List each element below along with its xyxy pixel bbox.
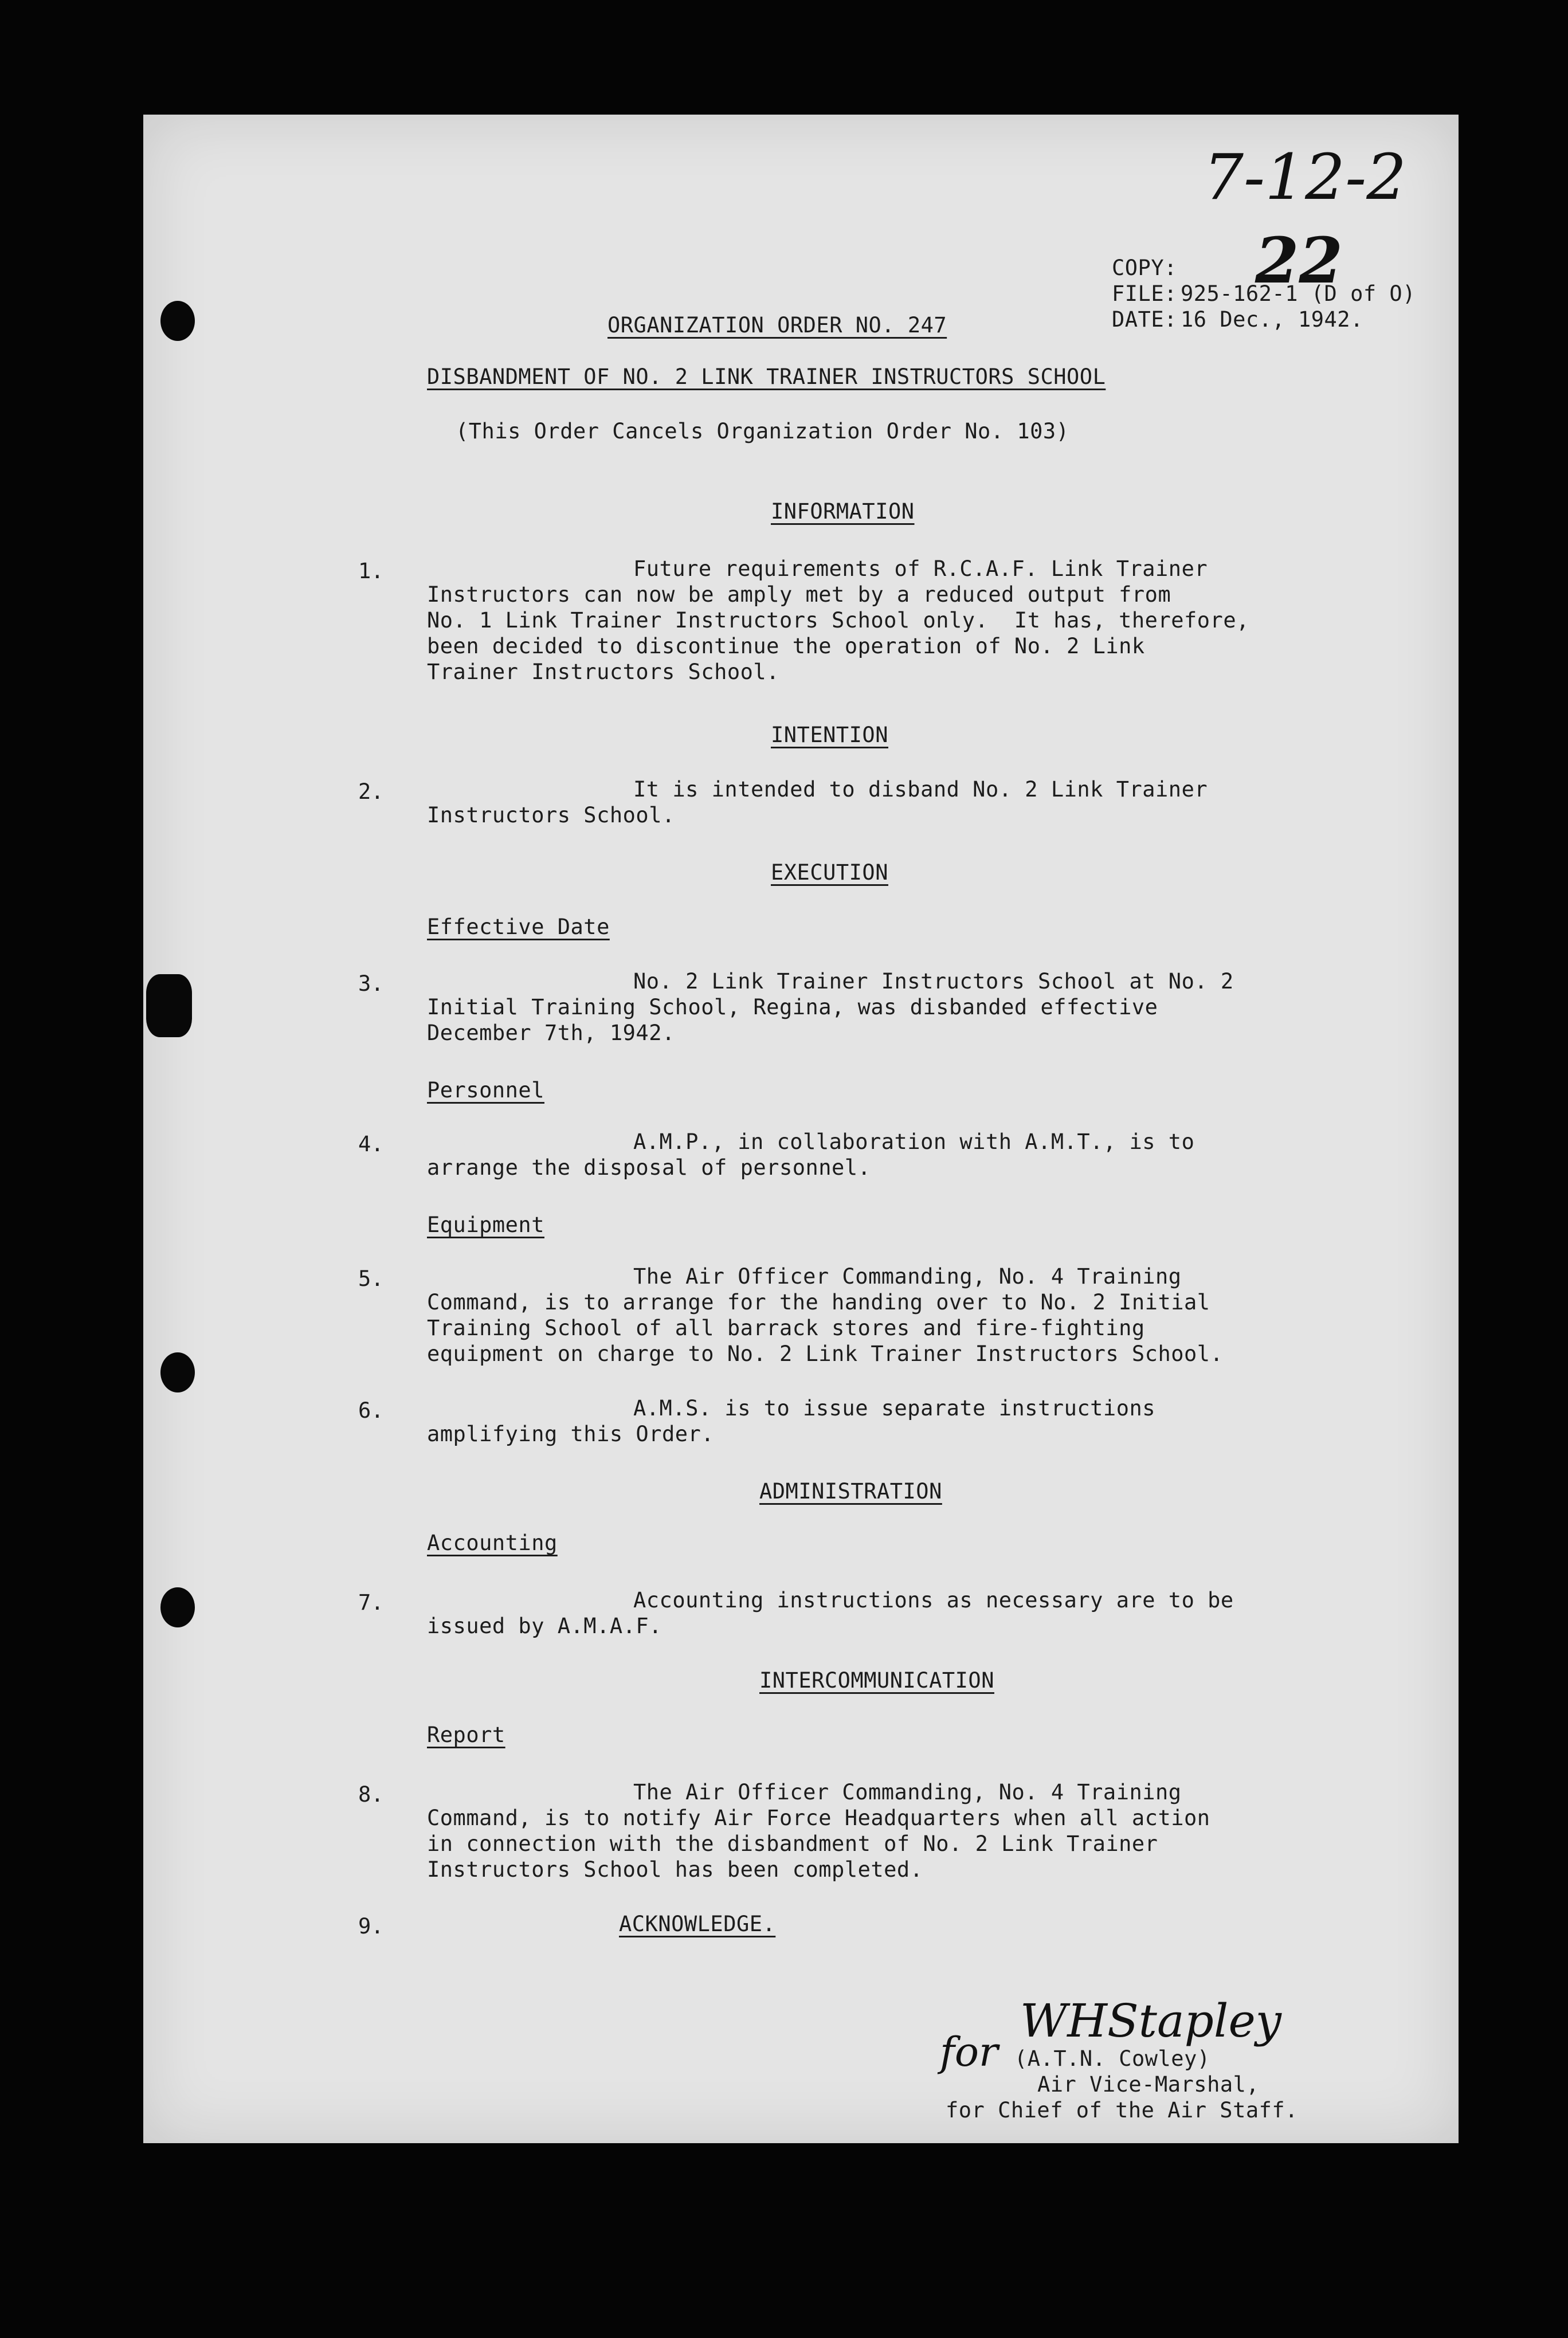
- section-information: INFORMATION: [771, 499, 915, 524]
- handwritten-file-ref: 7-12-2: [1204, 140, 1407, 214]
- paragraph-number: 3.: [358, 971, 384, 996]
- order-subject: DISBANDMENT OF NO. 2 LINK TRAINER INSTRUCTORS SCHOOL: [427, 364, 1106, 389]
- handwritten-for: for: [940, 2029, 998, 2076]
- cancels-note: (This Order Cancels Organization Order No. 103): [456, 419, 1069, 444]
- paragraph-line: Instructors School.: [427, 803, 675, 827]
- subheading-report: Report: [427, 1723, 505, 1747]
- paragraph-line: Instructors can now be amply met by a reduced output from: [427, 582, 1171, 607]
- order-title: ORGANIZATION ORDER NO. 247: [607, 313, 947, 338]
- paragraph-line: No. 2 Link Trainer Instructors School at No. 2: [633, 969, 1234, 994]
- paragraph-line: issued by A.M.A.F.: [427, 1614, 662, 1638]
- section-execution: EXECUTION: [771, 860, 888, 885]
- paragraph-number: 7.: [358, 1590, 384, 1615]
- paragraph-line: A.M.P., in collaboration with A.M.T., is to: [633, 1129, 1195, 1154]
- paragraph-line: A.M.S. is to issue separate instructions: [633, 1396, 1156, 1421]
- punch-hole: [160, 1352, 195, 1392]
- torn-edge: [146, 974, 192, 1037]
- paragraph-line: amplifying this Order.: [427, 1422, 715, 1446]
- paragraph-line: arrange the disposal of personnel.: [427, 1155, 871, 1180]
- file-value: 925-162-1 (D of O): [1181, 281, 1416, 306]
- date-value: 16 Dec., 1942.: [1181, 307, 1363, 332]
- paragraph-number: 5.: [358, 1266, 384, 1291]
- paragraph-number: 4.: [358, 1132, 384, 1156]
- paragraph-line: No. 1 Link Trainer Instructors School only. It has, therefore,: [427, 608, 1249, 633]
- paragraph-line: Training School of all barrack stores and fire-fighting: [427, 1316, 1145, 1340]
- paragraph-line: Accounting instructions as necessary are to be: [633, 1588, 1234, 1613]
- subheading-equipment: Equipment: [427, 1213, 544, 1237]
- paragraph-line: Trainer Instructors School.: [427, 660, 779, 684]
- signatory-rank: Air Vice-Marshal,: [1037, 2072, 1260, 2097]
- subheading-accounting: Accounting: [427, 1531, 558, 1555]
- date-label: DATE:: [1112, 307, 1177, 332]
- paragraph-number: 9.: [358, 1914, 384, 1939]
- paragraph-number: 8.: [358, 1782, 384, 1807]
- document-page: [143, 115, 1459, 2143]
- paragraph-line: Command, is to arrange for the handing over to No. 2 Initial: [427, 1290, 1210, 1315]
- subheading-personnel: Personnel: [427, 1078, 544, 1103]
- paragraph-line: December 7th, 1942.: [427, 1021, 675, 1045]
- section-intention: INTENTION: [771, 723, 888, 747]
- paragraph-line: Future requirements of R.C.A.F. Link Trainer: [633, 556, 1208, 581]
- paragraph-number: 1.: [358, 559, 384, 583]
- subheading-effective-date: Effective Date: [427, 915, 610, 939]
- paragraph-line: The Air Officer Commanding, No. 4 Training: [633, 1780, 1182, 1805]
- punch-hole: [160, 301, 195, 341]
- paragraph-line: It is intended to disband No. 2 Link Trainer: [633, 777, 1208, 802]
- paragraph-line: in connection with the disbandment of No. 2 Link Trainer: [427, 1831, 1158, 1856]
- section-intercommunication: INTERCOMMUNICATION: [759, 1668, 994, 1693]
- paragraph-line: Command, is to notify Air Force Headquarters when all action: [427, 1806, 1210, 1830]
- paragraph-line: The Air Officer Commanding, No. 4 Training: [633, 1264, 1182, 1289]
- paragraph-line: Instructors School has been completed.: [427, 1857, 923, 1882]
- handwritten-copy-number: 22: [1255, 223, 1343, 297]
- paragraph-number: 6.: [358, 1398, 384, 1423]
- section-administration: ADMINISTRATION: [759, 1479, 942, 1504]
- punch-hole: [160, 1587, 195, 1627]
- paragraph-line: been decided to discontinue the operation of No. 2 Link: [427, 634, 1145, 658]
- handwritten-signature: WHStapley: [1020, 1994, 1281, 2047]
- paragraph-line: Initial Training School, Regina, was disbanded effective: [427, 995, 1158, 1019]
- copy-label: COPY:: [1112, 256, 1177, 280]
- file-label: FILE:: [1112, 281, 1177, 306]
- paragraph-number: 2.: [358, 779, 384, 804]
- signatory-name: (A.T.N. Cowley): [1014, 2046, 1210, 2071]
- paragraph-line: equipment on charge to No. 2 Link Trainer Instructors School.: [427, 1341, 1224, 1366]
- acknowledge-line: ACKNOWLEDGE.: [619, 1912, 776, 1936]
- signatory-for-line: for Chief of the Air Staff.: [946, 2098, 1298, 2123]
